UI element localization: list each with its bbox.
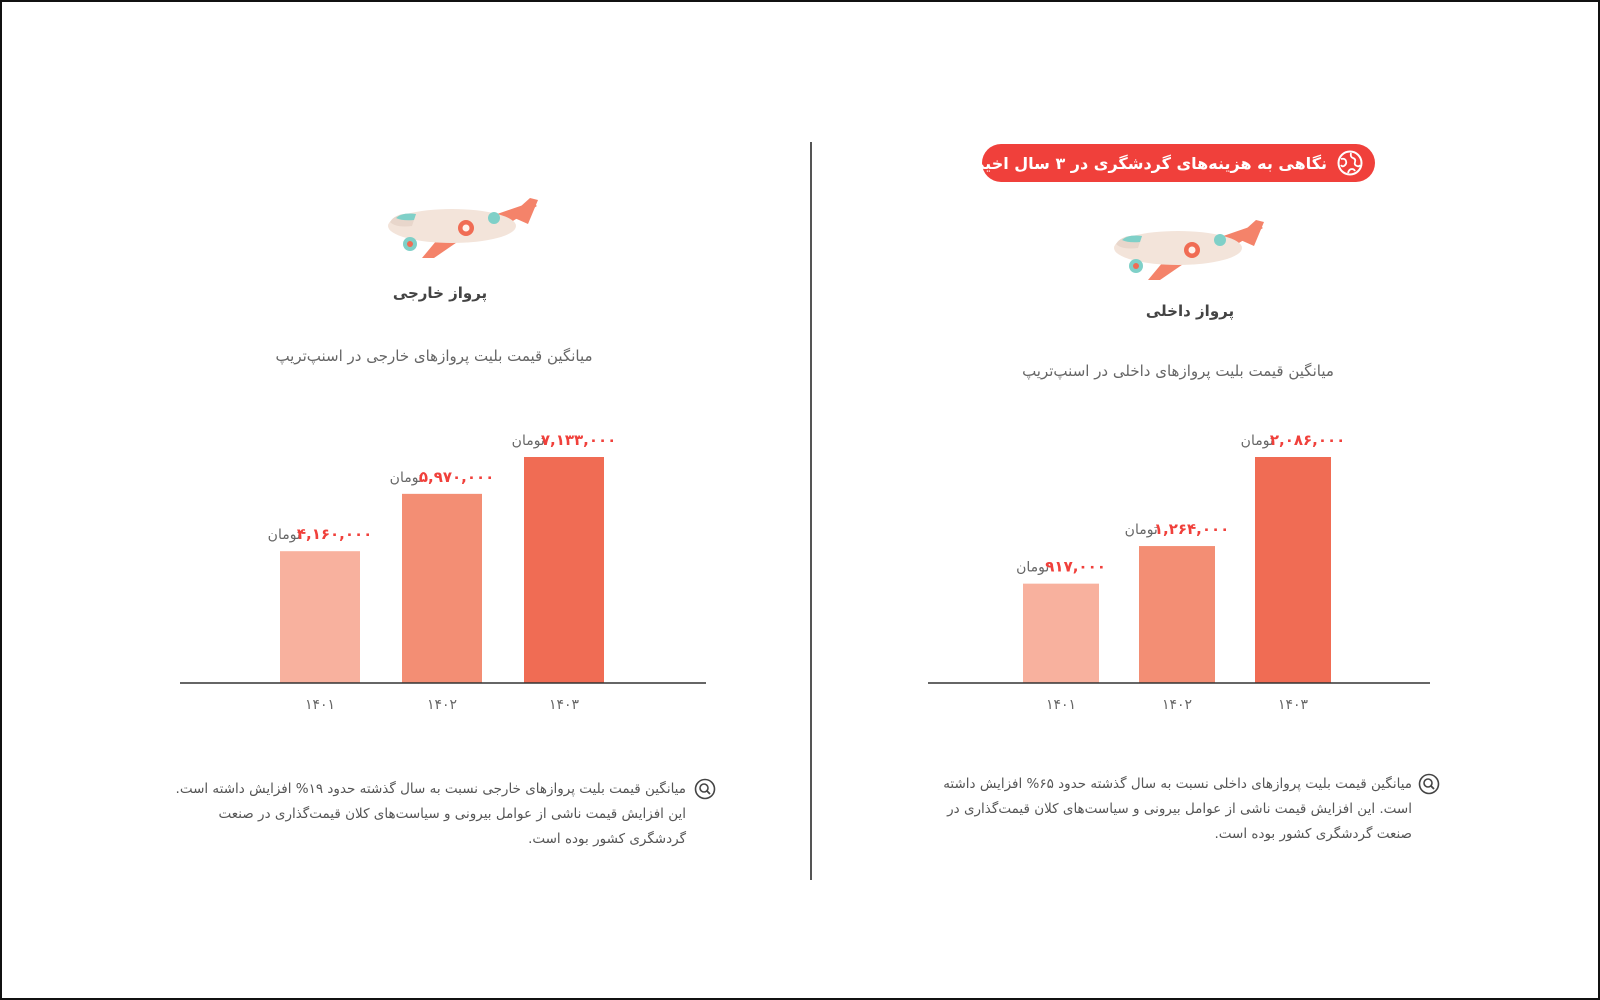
- bar-value-label: ۷,۱۳۳,۰۰۰: [540, 431, 617, 449]
- domestic-price-chart: [928, 420, 1430, 720]
- panel-note: میانگین قیمت بلیت پروازهای داخلی نسبت به سال گذشته حدود ۶۵% افزایش داشته است. این افزایش قیمت ناشی از عوامل بیرونی و سیاست‌های کلان قیمت‌گذاری در صنعت گردشگری کشور بوده است.: [943, 776, 1412, 842]
- bar-2: [402, 494, 482, 683]
- panel-divider: [810, 142, 812, 880]
- magnifier-icon: [694, 778, 716, 800]
- bar-unit-label: تومان: [389, 469, 423, 486]
- bar-label-1: [268, 525, 373, 543]
- airplane-icon: [1108, 214, 1268, 284]
- bar-value-label: ۲,۰۸۶,۰۰۰: [1269, 431, 1346, 449]
- bar-3: [524, 457, 604, 683]
- bar-value-label: ۴,۱۶۰,۰۰۰: [296, 525, 373, 544]
- bar-unit-label: تومان: [1124, 522, 1158, 539]
- bar-2: [1139, 546, 1215, 683]
- bar-1: [1023, 584, 1099, 683]
- x-tick-label: ۱۴۰۳: [1277, 697, 1309, 713]
- panel-subtitle: میانگین قیمت بلیت پروازهای داخلی در اسنپ‌تریپ: [1022, 362, 1334, 380]
- panel-title: پرواز خارجی: [392, 284, 488, 302]
- bar-value-label: ۱,۲۶۴,۰۰۰: [1153, 520, 1230, 539]
- bar-1: [280, 551, 360, 683]
- bar-label-3: [1241, 431, 1346, 449]
- international-price-chart: [180, 420, 706, 720]
- x-tick-label: ۱۴۰۱: [1045, 697, 1077, 713]
- bar-3: [1255, 457, 1331, 683]
- bar-label-3: [512, 431, 617, 449]
- bar-label-1: [1016, 558, 1106, 576]
- x-tick-label: ۱۴۰۳: [548, 697, 580, 713]
- magnifier-icon: [1418, 773, 1440, 795]
- bar-label-2: [1125, 520, 1230, 538]
- bar-unit-label: تومان: [267, 527, 301, 544]
- panel-note: میانگین قیمت بلیت پروازهای خارجی نسبت به سال گذشته حدود ۱۹% افزایش داشته است. این افزایش قیمت ناشی از عوامل بیرونی و سیاست‌های کلان قیمت‌گذاری در صنعت گردشگری کشور بوده است.: [175, 781, 686, 847]
- bar-value-label: ۹۱۷,۰۰۰: [1045, 557, 1106, 576]
- bar-unit-label: تومان: [1016, 559, 1050, 576]
- airplane-icon: [382, 192, 542, 262]
- bar-label-2: [390, 468, 495, 486]
- header-pill: [975, 144, 1375, 182]
- bar-unit-label: تومان: [1240, 433, 1274, 449]
- panel-subtitle: میانگین قیمت بلیت پروازهای خارجی در اسنپ‌تریپ: [275, 347, 593, 365]
- globe-icon: [1337, 150, 1363, 176]
- header-title: نگاهی به هزینه‌های گردشگری در ۳ سال اخیر: [975, 153, 1327, 173]
- bar-unit-label: تومان: [511, 433, 545, 449]
- x-tick-label: ۱۴۰۲: [426, 697, 458, 713]
- x-tick-label: ۱۴۰۱: [304, 697, 336, 713]
- bar-value-label: ۵,۹۷۰,۰۰۰: [418, 467, 495, 486]
- panel-title: پرواز داخلی: [1145, 302, 1235, 320]
- x-tick-label: ۱۴۰۲: [1161, 697, 1193, 713]
